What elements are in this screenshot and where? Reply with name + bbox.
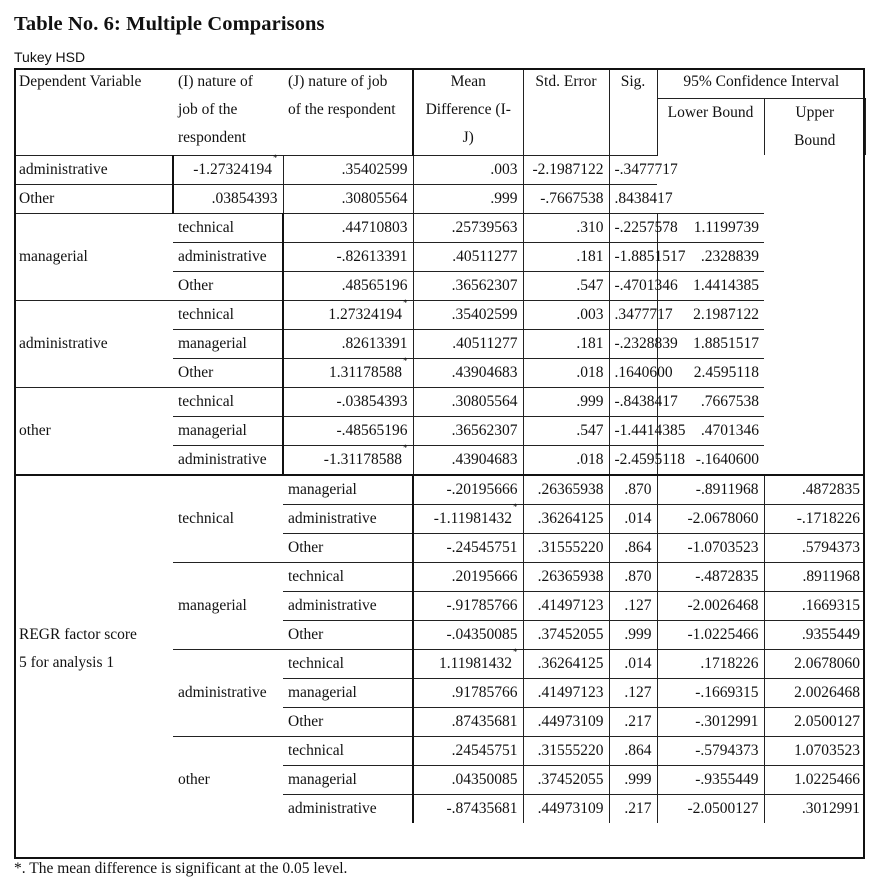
j-nature-cell: administrative: [14, 155, 173, 184]
table-subtitle: Tukey HSD: [14, 49, 86, 65]
i-nature-cell: administrative: [173, 649, 283, 736]
upper-bound-cell: .9355449: [764, 620, 865, 649]
mean-difference-cell: -.04350085: [413, 620, 523, 649]
table-title: Table No. 6: Multiple Comparisons: [14, 13, 325, 35]
std-error-cell: .26365938: [523, 475, 609, 505]
sig-cell: .014: [609, 504, 657, 533]
j-nature-cell: administrative: [173, 445, 283, 475]
mean-difference-cell: -.91785766: [413, 591, 523, 620]
mean-difference-cell: .03854393: [173, 184, 283, 213]
i-nature-cell: managerial: [173, 562, 283, 649]
dependent-variable-cell: REGR factor score 5 for analysis 1: [14, 475, 173, 823]
j-nature-cell: technical: [283, 562, 413, 591]
upper-bound-cell: 1.0703523: [764, 736, 865, 765]
sig-cell: .014: [609, 649, 657, 678]
std-error-cell: .25739563: [413, 213, 523, 242]
significance-star: *: [513, 501, 518, 512]
j-nature-cell: Other: [173, 358, 283, 387]
upper-bound-cell: .8911968: [764, 562, 865, 591]
std-error-cell: .31555220: [523, 533, 609, 562]
mean-difference-cell: -1.31178588*: [283, 445, 413, 475]
std-error-cell: .35402599: [283, 155, 413, 184]
lower-bound-cell: .1640600: [609, 358, 657, 387]
sig-cell: .547: [523, 416, 609, 445]
upper-bound-cell: -.1718226: [764, 504, 865, 533]
sig-cell: .018: [523, 445, 609, 475]
std-error-cell: .44973109: [523, 707, 609, 736]
upper-bound-cell: 1.1199739: [657, 213, 764, 242]
lower-bound-cell: -.4701346: [609, 271, 657, 300]
lower-bound-cell: -1.4414385: [609, 416, 657, 445]
j-nature-cell: technical: [173, 213, 283, 242]
lower-bound-cell: -2.0678060: [657, 504, 764, 533]
sig-cell: .999: [609, 765, 657, 794]
upper-bound-cell: 1.8851517: [657, 329, 764, 358]
table-row: [14, 213, 865, 242]
mean-difference-cell: -.20195666: [413, 475, 523, 505]
upper-bound-cell: -.1640600: [657, 445, 764, 475]
sig-cell: .018: [523, 358, 609, 387]
sig-cell: .181: [523, 242, 609, 271]
mean-difference-cell: .20195666: [413, 562, 523, 591]
sig-cell: .864: [609, 736, 657, 765]
upper-bound-cell: 1.0225466: [764, 765, 865, 794]
std-error-cell: .44973109: [523, 794, 609, 823]
upper-bound-cell: 2.1987122: [657, 300, 764, 329]
upper-bound-cell: .1669315: [764, 591, 865, 620]
mean-difference-cell: -.24545751: [413, 533, 523, 562]
sig-cell: .127: [609, 591, 657, 620]
upper-bound-cell: .5794373: [764, 533, 865, 562]
lower-bound-cell: -.8911968: [657, 475, 764, 505]
upper-bound-cell: 2.0026468: [764, 678, 865, 707]
significance-star: *: [403, 297, 408, 308]
significance-star: *: [403, 355, 408, 366]
sig-cell: .003: [413, 155, 523, 184]
sig-cell: .870: [609, 562, 657, 591]
std-error-cell: .31555220: [523, 736, 609, 765]
mean-difference-cell: .87435681: [413, 707, 523, 736]
std-error-cell: .36562307: [413, 416, 523, 445]
table-row: [14, 184, 865, 213]
std-error-cell: .30805564: [413, 387, 523, 416]
upper-bound-cell: .2328839: [657, 242, 764, 271]
lower-bound-cell: -.5794373: [657, 736, 764, 765]
j-nature-cell: administrative: [283, 794, 413, 823]
table-frame-right: [863, 68, 865, 858]
lower-bound-cell: -.9355449: [657, 765, 764, 794]
std-error-cell: .41497123: [523, 678, 609, 707]
lower-bound-cell: -.3012991: [657, 707, 764, 736]
mean-difference-cell: .48565196: [283, 271, 413, 300]
mean-difference-cell: 1.31178588*: [283, 358, 413, 387]
lower-bound-cell: -.2328839: [609, 329, 657, 358]
lower-bound-cell: -2.0500127: [657, 794, 764, 823]
footnote: *. The mean difference is significant at the 0.05 level.: [14, 860, 348, 877]
mean-difference-cell: .82613391: [283, 329, 413, 358]
header-i-nature: (I) nature of job of the respondent: [178, 73, 253, 146]
mean-difference-cell: -.82613391: [283, 242, 413, 271]
j-nature-cell: administrative: [283, 504, 413, 533]
header-row: [14, 68, 865, 99]
mean-difference-cell: 1.27324194*: [283, 300, 413, 329]
mean-difference-cell: .44710803: [283, 213, 413, 242]
lower-bound-cell: .3477717: [609, 300, 657, 329]
lower-bound-cell: .1718226: [657, 649, 764, 678]
std-error-cell: .30805564: [283, 184, 413, 213]
j-nature-cell: administrative: [173, 242, 283, 271]
header-sig: Sig.: [609, 68, 657, 155]
lower-bound-cell: -.1669315: [657, 678, 764, 707]
mean-difference-cell: .04350085: [413, 765, 523, 794]
multiple-comparisons-table: [14, 68, 865, 823]
upper-bound-cell: .4872835: [764, 475, 865, 505]
lower-bound-cell: -.4872835: [657, 562, 764, 591]
table-frame-bottom: [14, 857, 865, 859]
j-nature-cell: Other: [283, 707, 413, 736]
lower-bound-cell: -.7667538: [523, 184, 609, 213]
sig-cell: .547: [523, 271, 609, 300]
sig-cell: .999: [609, 620, 657, 649]
j-nature-cell: Other: [283, 620, 413, 649]
j-nature-cell: managerial: [283, 475, 413, 505]
mean-difference-cell: -1.11981432*: [413, 504, 523, 533]
sig-cell: .999: [413, 184, 523, 213]
lower-bound-cell: -2.1987122: [523, 155, 609, 184]
sig-cell: .864: [609, 533, 657, 562]
upper-bound-cell: 2.0678060: [764, 649, 865, 678]
std-error-cell: .37452055: [523, 765, 609, 794]
j-nature-cell: managerial: [283, 678, 413, 707]
significance-star: *: [513, 646, 518, 657]
i-nature-cell: other: [14, 387, 173, 475]
i-nature-cell: technical: [173, 475, 283, 563]
sig-cell: .310: [523, 213, 609, 242]
header-j-nature: (J) nature of job of the respondent: [288, 73, 396, 118]
sig-cell: .127: [609, 678, 657, 707]
header-std-error: Std. Error: [523, 68, 609, 155]
table-row: [14, 387, 865, 416]
j-nature-cell: technical: [173, 300, 283, 329]
sig-cell: .003: [523, 300, 609, 329]
significance-star: *: [273, 152, 278, 163]
j-nature-cell: Other: [173, 271, 283, 300]
j-nature-cell: technical: [173, 387, 283, 416]
std-error-cell: .36562307: [413, 271, 523, 300]
mean-difference-cell: 1.11981432*: [413, 649, 523, 678]
table-row: [14, 300, 865, 329]
std-error-cell: .35402599: [413, 300, 523, 329]
upper-bound-cell: 1.4414385: [657, 271, 764, 300]
std-error-cell: .37452055: [523, 620, 609, 649]
header-upper-bound: Upper Bound: [764, 99, 865, 156]
mean-difference-cell: -1.27324194*: [173, 155, 283, 184]
j-nature-cell: technical: [283, 736, 413, 765]
std-error-cell: .26365938: [523, 562, 609, 591]
lower-bound-cell: -.8438417: [609, 387, 657, 416]
mean-difference-cell: -.48565196: [283, 416, 413, 445]
sig-cell: .217: [609, 707, 657, 736]
i-nature-cell: administrative: [14, 300, 173, 387]
std-error-cell: .41497123: [523, 591, 609, 620]
upper-bound-cell: .3012991: [764, 794, 865, 823]
j-nature-cell: Other: [14, 184, 173, 213]
header-lower-bound: Lower Bound: [657, 99, 764, 156]
std-error-cell: .36264125: [523, 649, 609, 678]
lower-bound-cell: -1.0703523: [657, 533, 764, 562]
std-error-cell: .43904683: [413, 358, 523, 387]
mean-difference-cell: -.03854393: [283, 387, 413, 416]
sig-cell: .217: [609, 794, 657, 823]
lower-bound-cell: -1.8851517: [609, 242, 657, 271]
std-error-cell: .43904683: [413, 445, 523, 475]
lower-bound-cell: -.2257578: [609, 213, 657, 242]
significance-star: *: [403, 442, 408, 453]
header-dependent-variable: Dependent Variable: [19, 73, 142, 90]
j-nature-cell: technical: [283, 649, 413, 678]
j-nature-cell: managerial: [173, 329, 283, 358]
header-mean-difference: Mean Difference (I- J): [413, 68, 523, 155]
std-error-cell: .40511277: [413, 329, 523, 358]
j-nature-cell: Other: [283, 533, 413, 562]
upper-bound-cell: 2.4595118: [657, 358, 764, 387]
std-error-cell: .36264125: [523, 504, 609, 533]
lower-bound-cell: -1.0225466: [657, 620, 764, 649]
j-nature-cell: managerial: [173, 416, 283, 445]
upper-bound-cell: -.3477717: [609, 155, 657, 184]
mean-difference-cell: .24545751: [413, 736, 523, 765]
table-row: [14, 475, 865, 505]
header-confidence-interval: 95% Confidence Interval: [657, 68, 865, 99]
upper-bound-cell: .4701346: [657, 416, 764, 445]
i-nature-cell: other: [173, 736, 283, 823]
j-nature-cell: administrative: [283, 591, 413, 620]
table-row: [14, 155, 865, 184]
sig-cell: .999: [523, 387, 609, 416]
mean-difference-cell: -.87435681: [413, 794, 523, 823]
lower-bound-cell: -2.4595118: [609, 445, 657, 475]
upper-bound-cell: .7667538: [657, 387, 764, 416]
upper-bound-cell: 2.0500127: [764, 707, 865, 736]
sig-cell: .181: [523, 329, 609, 358]
lower-bound-cell: -2.0026468: [657, 591, 764, 620]
upper-bound-cell: .8438417: [609, 184, 657, 213]
i-nature-cell: managerial: [14, 213, 173, 300]
sig-cell: .870: [609, 475, 657, 505]
mean-difference-cell: .91785766: [413, 678, 523, 707]
std-error-cell: .40511277: [413, 242, 523, 271]
j-nature-cell: managerial: [283, 765, 413, 794]
